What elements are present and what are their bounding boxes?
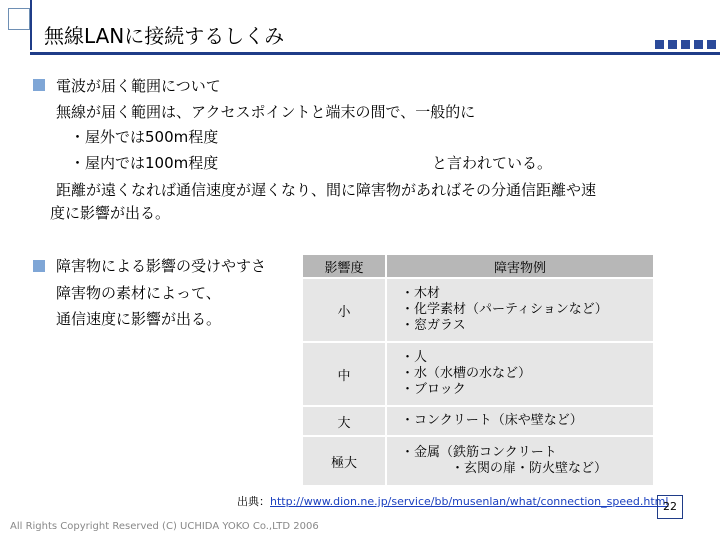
column-header-examples: 障害物例	[386, 254, 654, 278]
obstacle-item: ・玄関の扉・防火壁など）	[451, 461, 608, 476]
section-heading-obstacles: 障害物による影響の受けやすさ	[56, 257, 267, 275]
obstacle-item: ・窓ガラス	[401, 318, 466, 333]
body-line: 無線が届く範囲は、アクセスポイントと端末の間で、一般的に	[56, 103, 476, 121]
obstacle-item: ・木材	[401, 286, 441, 301]
section-bullet-icon	[33, 79, 45, 91]
obstacle-impact-table	[301, 253, 655, 487]
impact-level: 大	[302, 406, 386, 436]
obstacle-item: ・化学素材（パーティションなど）	[401, 302, 608, 317]
body-line: 距離が遠くなれば通信速度が遅くなり、間に障害物があればその分通信距離や速	[56, 181, 597, 199]
page-title: 無線LANに接続するしくみ	[44, 24, 285, 48]
dot-icon	[681, 40, 690, 49]
impact-level: 中	[302, 342, 386, 406]
obstacle-item: ・金属（鉄筋コンクリート	[401, 445, 557, 460]
obstacle-item: ・水（水槽の水など）	[401, 366, 532, 381]
table-row	[302, 436, 654, 486]
obstacle-item: ・ブロック	[401, 382, 466, 397]
obstacle-item: ・人	[401, 350, 428, 365]
decorative-square-icon	[8, 8, 30, 30]
table-header-row	[302, 254, 654, 278]
section-bullet-icon	[33, 260, 45, 272]
table-row	[302, 406, 654, 436]
decorative-dots	[655, 40, 716, 49]
obstacle-examples	[386, 342, 654, 406]
source-citation	[237, 493, 668, 509]
obstacle-item: ・コンクリート（床や壁など）	[401, 413, 583, 428]
body-line: 通信速度に影響が出る。	[56, 310, 222, 328]
dot-icon	[694, 40, 703, 49]
title-vertical-rule	[30, 0, 32, 50]
body-line: 障害物の素材によって、	[56, 284, 221, 302]
obstacle-examples	[386, 406, 654, 436]
copyright-notice: All Rights Copyright Reserved (C) UCHIDA YOKO Co.,LTD 2006	[10, 521, 319, 532]
dot-icon	[707, 40, 716, 49]
section-heading-range: 電波が届く範囲について	[56, 77, 221, 95]
body-line: 度に影響が出る。	[50, 204, 171, 222]
title-underline	[30, 52, 720, 55]
body-line: ・屋外では500m程度	[70, 128, 219, 146]
page-number: 22	[657, 495, 683, 519]
obstacle-examples	[386, 278, 654, 342]
body-line: と言われている。	[432, 154, 553, 172]
source-label: 出典：	[237, 495, 270, 508]
dot-icon	[668, 40, 677, 49]
obstacle-examples	[386, 436, 654, 486]
impact-level: 小	[302, 278, 386, 342]
column-header-impact: 影響度	[302, 254, 386, 278]
body-line: ・屋内では100m程度	[70, 154, 219, 172]
impact-level: 極大	[302, 436, 386, 486]
table-row	[302, 278, 654, 342]
source-link[interactable]: http://www.dion.ne.jp/service/bb/musenlan/what/connection_speed.html	[270, 495, 669, 508]
table-row	[302, 342, 654, 406]
dot-icon	[655, 40, 664, 49]
